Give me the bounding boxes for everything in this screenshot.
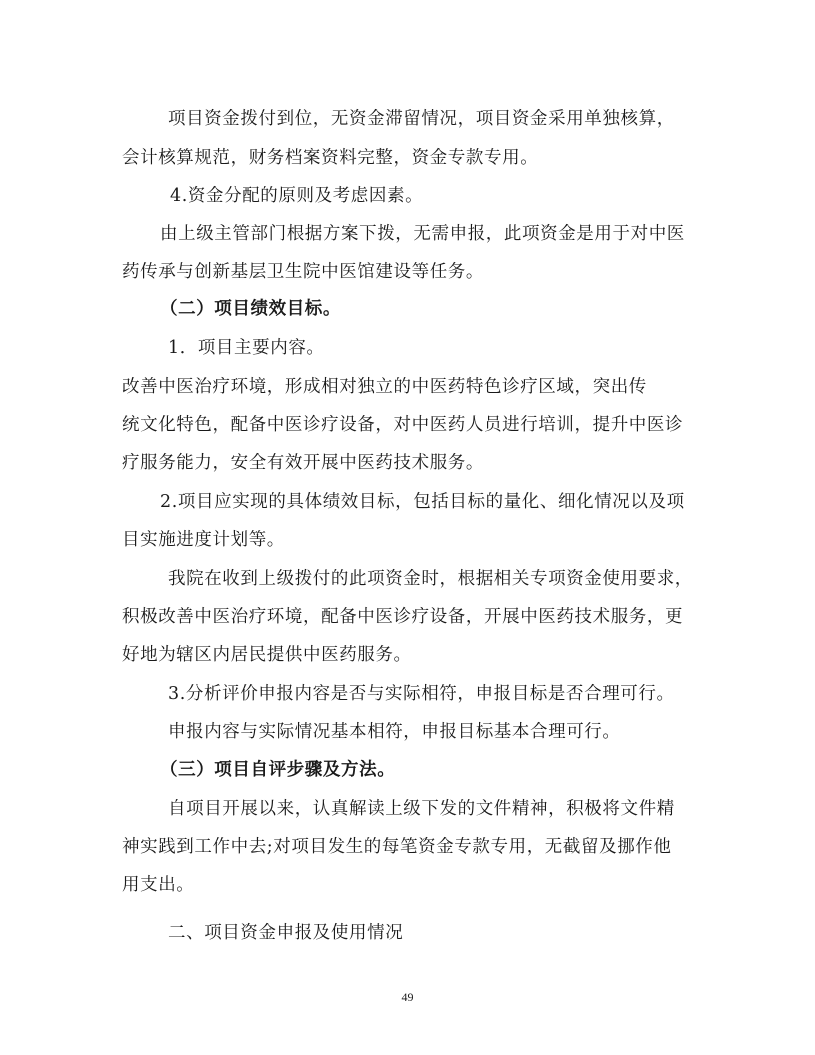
page-number: 49 (401, 990, 414, 1004)
paragraph-evaluation: 申报内容与实际情况基本相符，申报目标基本合理可行。 (168, 722, 621, 742)
paragraph-specific-goals-line-3: 好地为辖区内居民提供中医药服务。 (122, 645, 412, 665)
section-heading-self-evaluation: （三）项目自评步骤及方法。 (160, 760, 396, 780)
section-heading-performance-goals: （二）项目绩效目标。 (160, 299, 341, 319)
paragraph-allocation-line-1: 由上级主管部门根据方案下拨，无需申报，此项资金是用于对中医 (160, 224, 685, 244)
paragraph-specific-goals-line-2: 积极改善中医治疗环境，配备中医诊疗设备，开展中医药技术服务，更 (122, 607, 684, 627)
heading-allocation-principles: 4.资金分配的原则及考虑因素。 (170, 186, 424, 206)
heading-specific-goals-line-1: 2.项目应实现的具体绩效目标，包括目标的量化、细化情况以及项 (160, 492, 685, 512)
paragraph-self-evaluation-line-3: 用支出。 (122, 875, 195, 895)
paragraph-specific-goals-line-1: 我院在收到上级拨付的此项资金时，根据相关专项资金使用要求， (168, 569, 693, 589)
paragraph-main-content-line-1: 改善中医治疗环境，形成相对独立的中医药特色诊疗区域，突出传 (122, 377, 647, 397)
paragraph-self-evaluation-line-1: 自项目开展以来，认真解读上级下发的文件精神，积极将文件精 (168, 799, 675, 819)
paragraph-main-content-line-2: 统文化特色，配备中医诊疗设备，对中医药人员进行培训，提升中医诊 (122, 415, 684, 435)
paragraph-self-evaluation-line-2: 神实践到工作中去;对项目发生的每笔资金专款专用，无截留及挪作他 (122, 837, 672, 857)
paragraph-funds-allocation-line-1: 项目资金拨付到位，无资金滞留情况，项目资金采用单独核算， (168, 109, 675, 129)
paragraph-allocation-line-2: 药传承与创新基层卫生院中医馆建设等任务。 (122, 262, 484, 282)
paragraph-main-content-line-3: 疗服务能力，安全有效开展中医药技术服务。 (122, 453, 484, 473)
paragraph-funds-allocation-line-2: 会计核算规范，财务档案资料完整，资金专款专用。 (122, 148, 539, 168)
heading-main-content: 1．项目主要内容。 (168, 338, 325, 358)
section-heading-funds-usage: 二、项目资金申报及使用情况 (168, 923, 404, 943)
heading-evaluation: 3.分析评价申报内容是否与实际相符，申报目标是否合理可行。 (168, 684, 675, 704)
heading-specific-goals-line-2: 目实施进度计划等。 (122, 530, 285, 550)
